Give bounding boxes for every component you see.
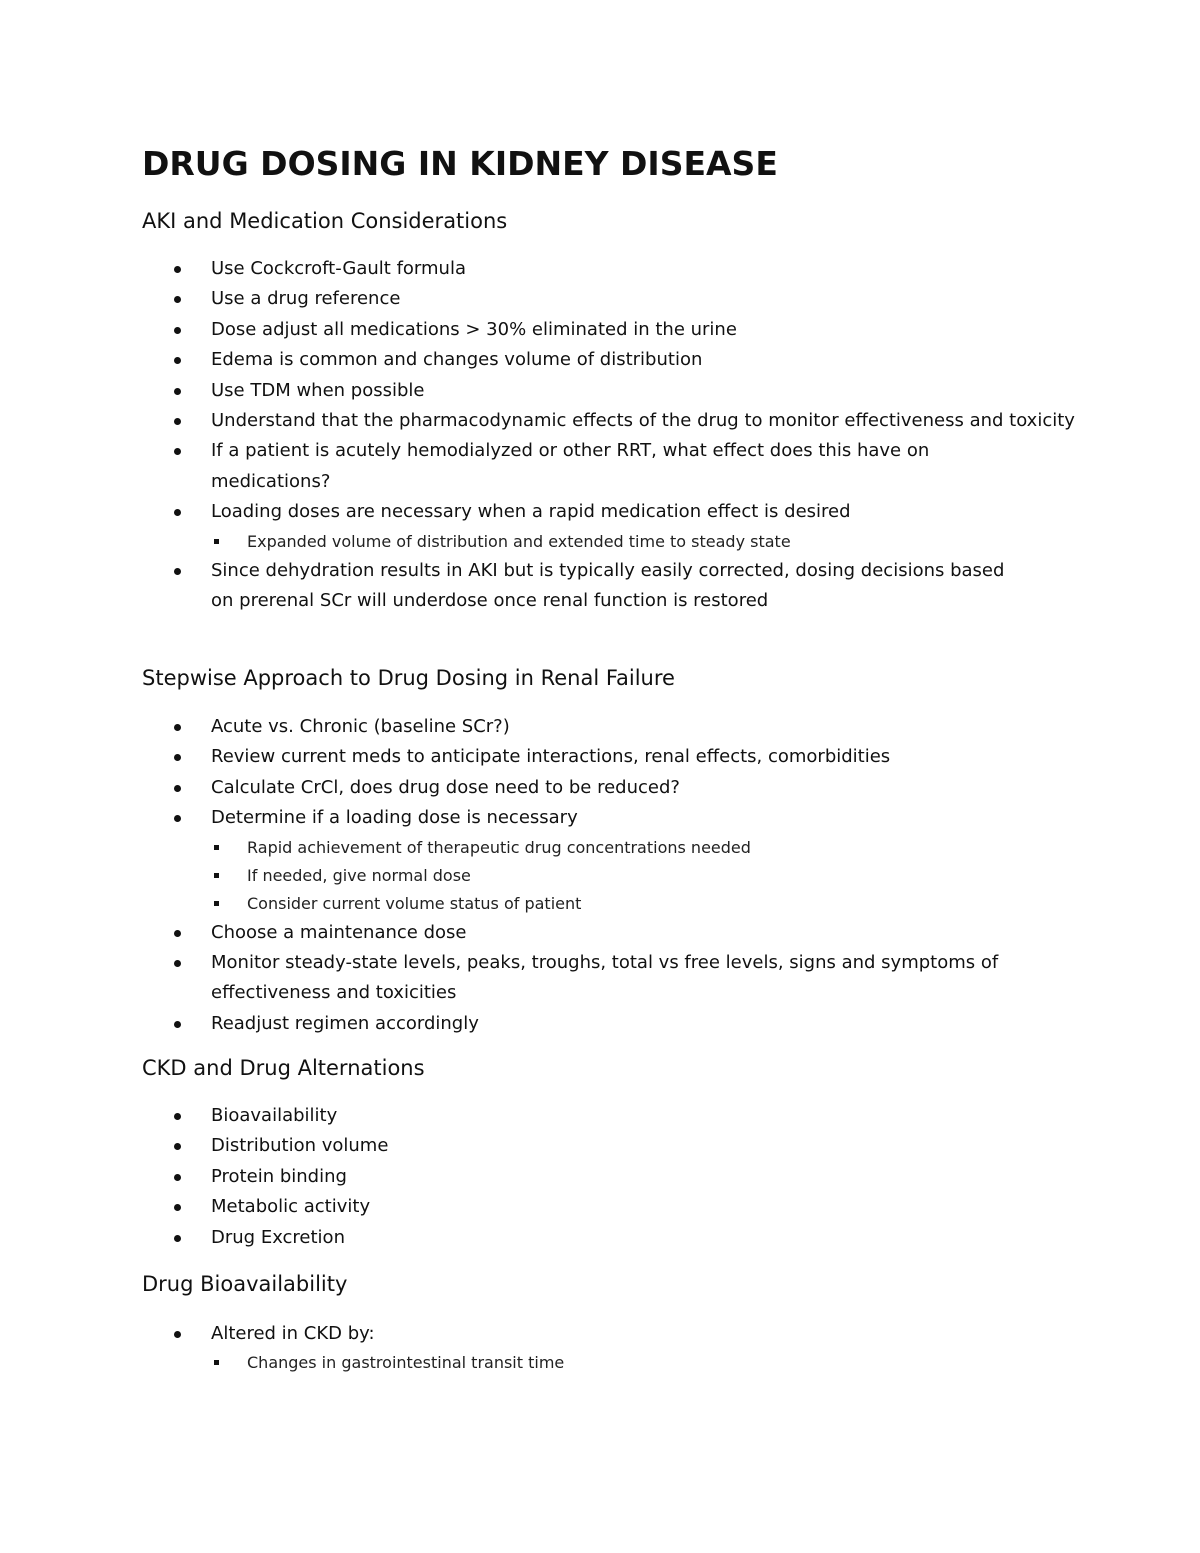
list-item: [0, 376, 1200, 406]
square-bullet-icon: [214, 539, 219, 544]
list-item: [0, 1162, 1200, 1192]
list-item: [0, 1101, 1200, 1131]
list-item-text: Distribution volume: [211, 1135, 389, 1157]
bullet-icon: [174, 568, 181, 575]
bullet-icon: [174, 724, 181, 731]
list-item: [0, 803, 1200, 833]
list-item-text: Choose a maintenance dose: [211, 921, 467, 943]
bullet-icon: [174, 448, 181, 455]
list-item-text: Altered in CKD by:: [211, 1323, 375, 1344]
sub-list-item: [0, 1349, 1200, 1377]
list-item: [0, 1192, 1200, 1222]
sub-list-item: [0, 862, 1200, 890]
section-heading: Drug Bioavailability: [142, 1272, 348, 1296]
bullet-icon: [174, 266, 181, 273]
bullet-icon: [174, 1113, 181, 1120]
bullet-icon: [174, 296, 181, 303]
list-item: [0, 315, 1200, 345]
list-item-text: Use a drug reference: [211, 288, 401, 310]
list-item-text: Loading doses are necessary when a rapid medication effect is desired: [211, 501, 851, 523]
list-item: [0, 1131, 1200, 1161]
list-item: [0, 345, 1200, 375]
section-heading: CKD and Drug Alternations: [142, 1056, 425, 1080]
list-item: [0, 712, 1200, 742]
bullet-icon: [174, 1204, 181, 1211]
sub-list-item-text: If needed, give normal dose: [247, 865, 471, 885]
bullet-icon: [174, 1174, 181, 1181]
bullet-icon: [174, 815, 181, 822]
square-bullet-icon: [214, 1360, 219, 1365]
list-item-text: Understand that the pharmacodynamic effects of the drug to monitor effectiveness and toxicity: [211, 410, 1075, 432]
bullet-icon: [174, 388, 181, 395]
square-bullet-icon: [214, 901, 219, 906]
list-item: [0, 773, 1200, 803]
bullet-icon: [174, 1331, 181, 1338]
square-bullet-icon: [214, 845, 219, 850]
sub-list-item-text: Consider current volume status of patient: [247, 893, 582, 913]
list-item-text: Readjust regimen accordingly: [211, 1012, 479, 1034]
sub-list-item-text: Expanded volume of distribution and extended time to steady state: [247, 531, 791, 551]
list-item: [0, 497, 1200, 527]
list-item: [0, 742, 1200, 772]
list-item-text: Determine if a loading dose is necessary: [211, 807, 578, 829]
list-item: [0, 918, 1200, 948]
bullet-icon: [174, 930, 181, 937]
list-item-text: Dose adjust all medications > 30% eliminated in the urine: [211, 318, 737, 340]
bullet-list: [0, 1101, 1200, 1253]
bullet-icon: [174, 418, 181, 425]
bullet-icon: [174, 357, 181, 364]
list-item-text: Protein binding: [211, 1165, 347, 1187]
list-item-text: Drug Excretion: [211, 1226, 345, 1248]
bullet-list: [0, 254, 1200, 616]
sub-list-item: [0, 890, 1200, 918]
list-item: [0, 1319, 1200, 1349]
sub-list-item-text: Changes in gastrointestinal transit time: [247, 1353, 565, 1373]
document-title: DRUG DOSING IN KIDNEY DISEASE: [142, 144, 778, 183]
list-item: [0, 284, 1200, 314]
list-item-text: Metabolic activity: [211, 1196, 371, 1218]
list-item-text: Edema is common and changes volume of distribution: [211, 349, 703, 371]
bullet-icon: [174, 327, 181, 334]
list-item-text: Calculate CrCl, does drug dose need to be reduced?: [211, 776, 680, 798]
square-bullet-icon: [214, 873, 219, 878]
bullet-icon: [174, 509, 181, 516]
sub-list-item-text: Rapid achievement of therapeutic drug concentrations needed: [247, 837, 751, 857]
bullet-list: [0, 712, 1200, 1039]
list-item: [0, 254, 1200, 284]
section-heading: AKI and Medication Considerations: [142, 209, 508, 233]
bullet-icon: [174, 754, 181, 761]
list-item-text: Bioavailability: [211, 1105, 338, 1126]
sub-list-item: [0, 528, 1200, 556]
list-item-text: Use Cockcroft-Gault formula: [211, 258, 466, 279]
list-item: [0, 1009, 1200, 1039]
list-item: [0, 406, 1200, 436]
bullet-icon: [174, 960, 181, 967]
list-item-text: Use TDM when possible: [211, 379, 425, 401]
list-item-text: Acute vs. Chronic (baseline SCr?): [211, 716, 510, 737]
list-item-text: Since dehydration results in AKI but is typically easily corrected, dosing decisions based on prerenal SCr will underdose once renal function is restored: [211, 559, 1005, 612]
bullet-icon: [174, 1235, 181, 1242]
list-item: [0, 1223, 1200, 1253]
bullet-list: [0, 1319, 1200, 1377]
list-item: [0, 436, 1200, 497]
list-item-text: Review current meds to anticipate interactions, renal effects, comorbidities: [211, 746, 891, 768]
sub-list-item: [0, 834, 1200, 862]
bullet-icon: [174, 785, 181, 792]
section-heading: Stepwise Approach to Drug Dosing in Renal Failure: [142, 666, 675, 690]
list-item-text: Monitor steady-state levels, peaks, troughs, total vs free levels, signs and symptoms of effectiveness and toxicities: [211, 952, 999, 1004]
list-item: [0, 556, 1200, 617]
list-item-text: If a patient is acutely hemodialyzed or other RRT, what effect does this have on medications?: [211, 440, 930, 492]
bullet-icon: [174, 1021, 181, 1028]
bullet-icon: [174, 1143, 181, 1150]
list-item: [0, 948, 1200, 1009]
